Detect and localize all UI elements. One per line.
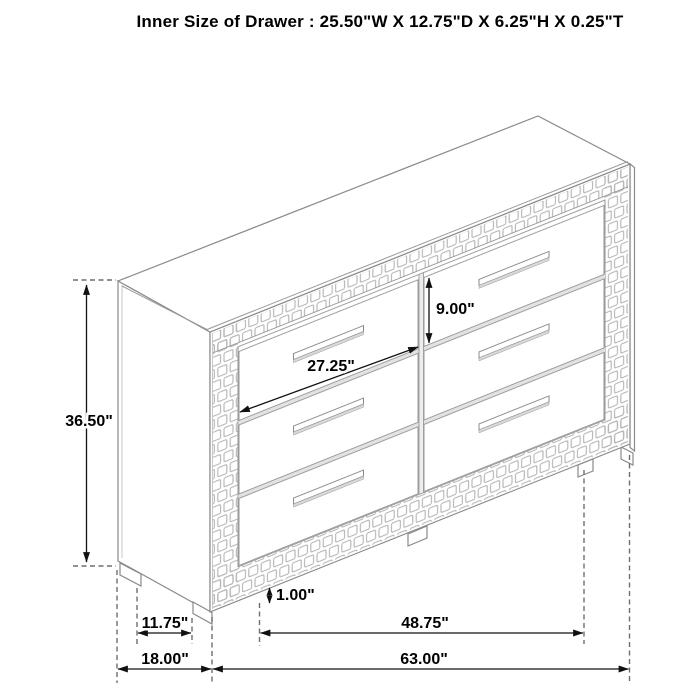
left-side-panel [118,281,210,612]
dimension-foot-height [270,587,315,604]
dimension-overall-width [213,651,629,669]
dimension-label: 18.00" [141,651,189,668]
right-side-edge [630,164,635,451]
dimension-label: 48.75" [401,615,449,632]
dresser-drawing [118,116,635,624]
dimension-label: 9.00" [436,301,475,318]
dimension-label: 63.00" [400,651,448,668]
foot-back-right [621,447,633,465]
dimension-label: 27.25" [307,358,355,375]
texture-band-left [212,323,238,609]
center-divider [419,273,424,495]
dimension-label: 11.75" [141,615,189,632]
dimension-label: 36.50" [65,413,113,430]
dimension-overall-depth [118,651,211,669]
page-title: Inner Size of Drawer : 25.50"W X 12.75"D X 6.25"H X 0.25"T [136,12,624,31]
texture-band-right [604,167,628,453]
dimension-front-inner-width [261,615,584,633]
dimension-overall-height [65,280,116,566]
dimension-label: 1.00" [276,587,315,604]
dimension-foot-spacing [138,615,191,633]
